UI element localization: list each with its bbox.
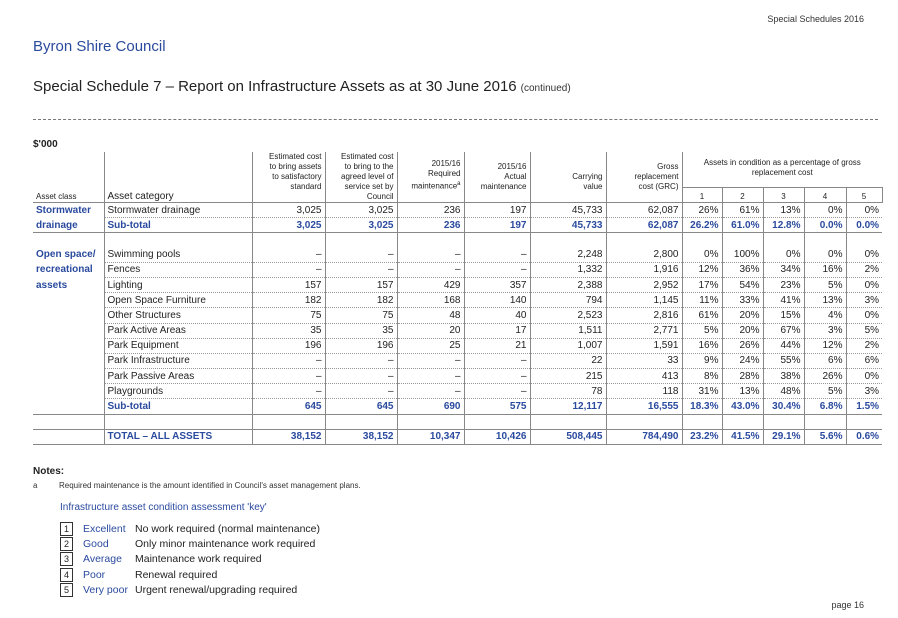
table-cell: 0% [846, 308, 882, 323]
condition-key [60, 521, 320, 598]
table-cell: 12% [804, 338, 846, 353]
table-cell: 1,007 [530, 338, 606, 353]
table-cell: 23.2% [682, 429, 722, 444]
table-row [33, 308, 882, 323]
table-cell: 118 [606, 384, 682, 399]
table-cell: 20 [397, 323, 464, 338]
table-cell: 2,523 [530, 308, 606, 323]
table-cell: 55% [763, 353, 804, 368]
table-cell: 140 [464, 293, 530, 308]
table-cell: 12.8% [763, 218, 804, 233]
asset-class-cell [33, 323, 104, 338]
asset-category-cell: Open Space Furniture [104, 293, 252, 308]
table-cell: 1,916 [606, 262, 682, 277]
table-cell: 78 [530, 384, 606, 399]
subtotal-row [33, 399, 882, 414]
table-cell: – [325, 384, 397, 399]
table-cell: 197 [464, 218, 530, 233]
table-cell: 575 [464, 399, 530, 414]
spacer-row [33, 414, 882, 429]
table-cell: – [464, 353, 530, 368]
table-cell: 2,952 [606, 277, 682, 292]
table-cell: 29.1% [763, 429, 804, 444]
asset-class-cell [33, 384, 104, 399]
table-cell: 41.5% [722, 429, 763, 444]
table-cell: 2,248 [530, 248, 606, 263]
table-cell: 197 [464, 203, 530, 218]
table-cell: 17% [682, 277, 722, 292]
asset-category-cell: Park Active Areas [104, 323, 252, 338]
table-cell: 784,490 [606, 429, 682, 444]
table-cell: 45,733 [530, 218, 606, 233]
table-cell: 1.5% [846, 399, 882, 414]
asset-class-cell: drainage [33, 218, 104, 233]
table-cell: 15% [763, 308, 804, 323]
table-cell: 690 [397, 399, 464, 414]
table-cell: 20% [722, 308, 763, 323]
table-cell: 0% [846, 369, 882, 384]
table-cell: 12,117 [530, 399, 606, 414]
page-title [33, 78, 571, 95]
table-cell: – [252, 369, 325, 384]
table-cell: 0% [846, 277, 882, 292]
table-cell: 6% [846, 353, 882, 368]
table-cell: 3,025 [325, 218, 397, 233]
notes-title: Notes: [33, 466, 65, 477]
table-cell: 8% [682, 369, 722, 384]
table-cell: 45,733 [530, 203, 606, 218]
table-cell: – [252, 353, 325, 368]
asset-category-cell: Park Infrastructure [104, 353, 252, 368]
table-cell: 10,347 [397, 429, 464, 444]
table-cell: 61% [682, 308, 722, 323]
table-cell: 26.2% [682, 218, 722, 233]
table-cell: 6% [804, 353, 846, 368]
asset-category-cell: Fences [104, 262, 252, 277]
table-cell: 0.0% [804, 218, 846, 233]
table-cell: 43.0% [722, 399, 763, 414]
condition-key-title: Infrastructure asset condition assessment 'key' [60, 502, 267, 513]
table-cell: 196 [325, 338, 397, 353]
table-cell: – [397, 369, 464, 384]
table-cell: 11% [682, 293, 722, 308]
table-cell: – [252, 262, 325, 277]
table-cell: – [252, 248, 325, 263]
table-cell: 4% [804, 308, 846, 323]
table-cell: 16% [804, 262, 846, 277]
table-cell: 44% [763, 338, 804, 353]
asset-category-cell: Lighting [104, 277, 252, 292]
table-cell: 5.6% [804, 429, 846, 444]
table-cell: 168 [397, 293, 464, 308]
col-required-maintenance: 2015/16 Required maintenance$^a$ [397, 152, 464, 203]
table-cell: – [464, 384, 530, 399]
infrastructure-assets-table [33, 152, 883, 445]
table-cell: 645 [325, 399, 397, 414]
subtotal-label: Sub-total [104, 218, 252, 233]
key-number: 2 [60, 537, 73, 551]
note-a: a Required maintenance is the amount identified in Council's asset management plans. [33, 481, 361, 490]
table-cell: 1,591 [606, 338, 682, 353]
table-cell: 236 [397, 203, 464, 218]
table-cell: 2,771 [606, 323, 682, 338]
table-cell: 13% [722, 384, 763, 399]
table-cell: – [397, 384, 464, 399]
asset-class-cell: Stormwater [33, 203, 104, 218]
table-cell: 157 [325, 277, 397, 292]
col-asset-category: Asset category [104, 152, 252, 203]
table-row [33, 248, 882, 263]
table-cell: 31% [682, 384, 722, 399]
table-cell: 17 [464, 323, 530, 338]
asset-category-cell: Stormwater drainage [104, 203, 252, 218]
table-row [33, 353, 882, 368]
asset-category-cell: Park Equipment [104, 338, 252, 353]
header-rule [33, 119, 878, 120]
table-cell: 48 [397, 308, 464, 323]
asset-category-cell: Park Passive Areas [104, 369, 252, 384]
asset-class-cell [33, 293, 104, 308]
col-asset-class: Asset class [33, 152, 104, 203]
table-cell: 6.8% [804, 399, 846, 414]
asset-class-cell: recreational [33, 262, 104, 277]
asset-class-cell [33, 353, 104, 368]
table-cell: 429 [397, 277, 464, 292]
table-row [33, 203, 882, 218]
table-cell: 2% [846, 262, 882, 277]
table-cell: 62,087 [606, 218, 682, 233]
table-cell: 24% [722, 353, 763, 368]
table-cell: 0% [804, 203, 846, 218]
table-cell: 30.4% [763, 399, 804, 414]
col-est-cost-satisfactory: Estimated cost to bring assets to satisfactory standard [252, 152, 325, 203]
table-cell: – [252, 384, 325, 399]
table-cell: 10,426 [464, 429, 530, 444]
table-cell: 61.0% [722, 218, 763, 233]
table-cell: 0% [846, 203, 882, 218]
table-cell: 5% [682, 323, 722, 338]
table-cell: – [397, 248, 464, 263]
table-cell: 26% [804, 369, 846, 384]
table-cell: 1,145 [606, 293, 682, 308]
continued-label: (continued) [520, 83, 571, 94]
council-name: Byron Shire Council [33, 38, 166, 55]
table-row [33, 293, 882, 308]
key-name: Excellent [83, 522, 126, 535]
table-cell: 48% [763, 384, 804, 399]
table-cell: 2,816 [606, 308, 682, 323]
table-cell: 2,388 [530, 277, 606, 292]
key-item [60, 521, 320, 536]
asset-class-cell [33, 308, 104, 323]
table-row [33, 323, 882, 338]
subtotal-row [33, 218, 882, 233]
table-cell: 357 [464, 277, 530, 292]
table-cell: 36% [722, 262, 763, 277]
table-cell: 35 [325, 323, 397, 338]
table-cell: 23% [763, 277, 804, 292]
table-cell: 33 [606, 353, 682, 368]
table-cell: 16% [682, 338, 722, 353]
key-description: Only minor maintenance work required [135, 538, 316, 551]
table-row [33, 369, 882, 384]
key-item [60, 583, 320, 598]
table-cell: 18.3% [682, 399, 722, 414]
table-cell: – [464, 248, 530, 263]
table-cell: 0.6% [846, 429, 882, 444]
table-cell: 3,025 [252, 218, 325, 233]
table-cell: 5% [804, 277, 846, 292]
key-number: 1 [60, 522, 73, 536]
col-carrying-value: Carrying value [530, 152, 606, 203]
table-cell: 5% [804, 384, 846, 399]
table-cell: – [325, 369, 397, 384]
key-description: No work required (normal maintenance) [135, 522, 320, 535]
table-cell: 16,555 [606, 399, 682, 414]
table-cell: 413 [606, 369, 682, 384]
col-est-cost-agreed: Estimated cost to bring to the agreed level of service set by Council [325, 152, 397, 203]
table-cell: 41% [763, 293, 804, 308]
units-label: $'000 [33, 139, 58, 150]
table-cell: 236 [397, 218, 464, 233]
table-cell: 22 [530, 353, 606, 368]
table-row [33, 277, 882, 292]
key-description: Renewal required [135, 568, 218, 581]
key-item [60, 552, 320, 567]
table-cell: – [397, 353, 464, 368]
table-cell: 3% [804, 323, 846, 338]
table-cell: 38% [763, 369, 804, 384]
total-row [33, 429, 882, 444]
table-cell: 54% [722, 277, 763, 292]
table-cell: 2% [846, 338, 882, 353]
asset-class-cell: assets [33, 277, 104, 292]
asset-category-cell: Other Structures [104, 308, 252, 323]
key-number: 4 [60, 568, 73, 582]
table-cell: 33% [722, 293, 763, 308]
table-cell: 28% [722, 369, 763, 384]
table-cell: 75 [325, 308, 397, 323]
condition-4: 4 [804, 188, 846, 203]
table-cell: 1,332 [530, 262, 606, 277]
table-cell: 0% [682, 248, 722, 263]
asset-class-cell: Open space/ [33, 248, 104, 263]
table-cell: 182 [325, 293, 397, 308]
table-cell: – [325, 353, 397, 368]
condition-3: 3 [763, 188, 804, 203]
table-row [33, 384, 882, 399]
key-name: Average [83, 553, 122, 566]
key-name: Good [83, 538, 109, 551]
table-cell: 3,025 [252, 203, 325, 218]
page-number: page 16 [831, 600, 864, 610]
table-cell: 35 [252, 323, 325, 338]
table-cell: – [464, 262, 530, 277]
table-row [33, 262, 882, 277]
table-row [33, 338, 882, 353]
col-gross-replacement-cost: Gross replacement cost (GRC) [606, 152, 682, 203]
table-cell: – [325, 248, 397, 263]
asset-class-cell [33, 399, 104, 414]
key-description: Urgent renewal/upgrading required [135, 584, 298, 597]
key-name: Very poor [83, 584, 128, 597]
table-cell: 215 [530, 369, 606, 384]
table-cell: 794 [530, 293, 606, 308]
key-name: Poor [83, 568, 106, 581]
running-header: Special Schedules 2016 [767, 14, 864, 24]
condition-2: 2 [722, 188, 763, 203]
table-cell: 645 [252, 399, 325, 414]
table-cell: 13% [804, 293, 846, 308]
table-cell: 2,800 [606, 248, 682, 263]
col-actual-maintenance: 2015/16 Actual maintenance [464, 152, 530, 203]
condition-5: 5 [846, 188, 882, 203]
table-cell: 38,152 [325, 429, 397, 444]
table-cell: – [464, 369, 530, 384]
subtotal-label: Sub-total [104, 399, 252, 414]
table-cell: 40 [464, 308, 530, 323]
table-body [33, 203, 882, 445]
table-cell: – [325, 262, 397, 277]
table-cell: 5% [846, 323, 882, 338]
table-cell: 157 [252, 277, 325, 292]
table-cell: 20% [722, 323, 763, 338]
col-condition-header: Assets in condition as a percentage of gross replacement cost [682, 152, 882, 188]
table-cell: 25 [397, 338, 464, 353]
key-item [60, 567, 320, 582]
table-cell: 0% [763, 248, 804, 263]
key-number: 3 [60, 552, 73, 566]
table-cell: 12% [682, 262, 722, 277]
table-cell: 3% [846, 293, 882, 308]
table-cell: 0% [846, 248, 882, 263]
table-cell: 26% [682, 203, 722, 218]
total-label: TOTAL – ALL ASSETS [104, 429, 252, 444]
table-cell: 38,152 [252, 429, 325, 444]
table-cell: 508,445 [530, 429, 606, 444]
table-cell: 61% [722, 203, 763, 218]
table-cell: 34% [763, 262, 804, 277]
table-cell: 67% [763, 323, 804, 338]
key-item [60, 536, 320, 551]
asset-class-cell [33, 338, 104, 353]
condition-1: 1 [682, 188, 722, 203]
table-cell: 26% [722, 338, 763, 353]
table-cell: 9% [682, 353, 722, 368]
table-cell: – [397, 262, 464, 277]
table-cell: 0% [804, 248, 846, 263]
table-cell: 21 [464, 338, 530, 353]
table-cell: 196 [252, 338, 325, 353]
table-cell: 62,087 [606, 203, 682, 218]
header-row [33, 152, 882, 188]
table-cell: 182 [252, 293, 325, 308]
table-cell: 1,511 [530, 323, 606, 338]
table-cell: 0.0% [846, 218, 882, 233]
table-cell: 3% [846, 384, 882, 399]
asset-category-cell: Playgrounds [104, 384, 252, 399]
key-number: 5 [60, 583, 73, 597]
table-cell: 75 [252, 308, 325, 323]
table-cell: 100% [722, 248, 763, 263]
key-description: Maintenance work required [135, 553, 262, 566]
table-cell: 3,025 [325, 203, 397, 218]
asset-category-cell: Swimming pools [104, 248, 252, 263]
table-cell: 13% [763, 203, 804, 218]
asset-class-cell [33, 369, 104, 384]
spacer-row [33, 233, 882, 248]
schedule-title: Special Schedule 7 – Report on Infrastructure Assets as at 30 June 2016 [33, 78, 517, 95]
